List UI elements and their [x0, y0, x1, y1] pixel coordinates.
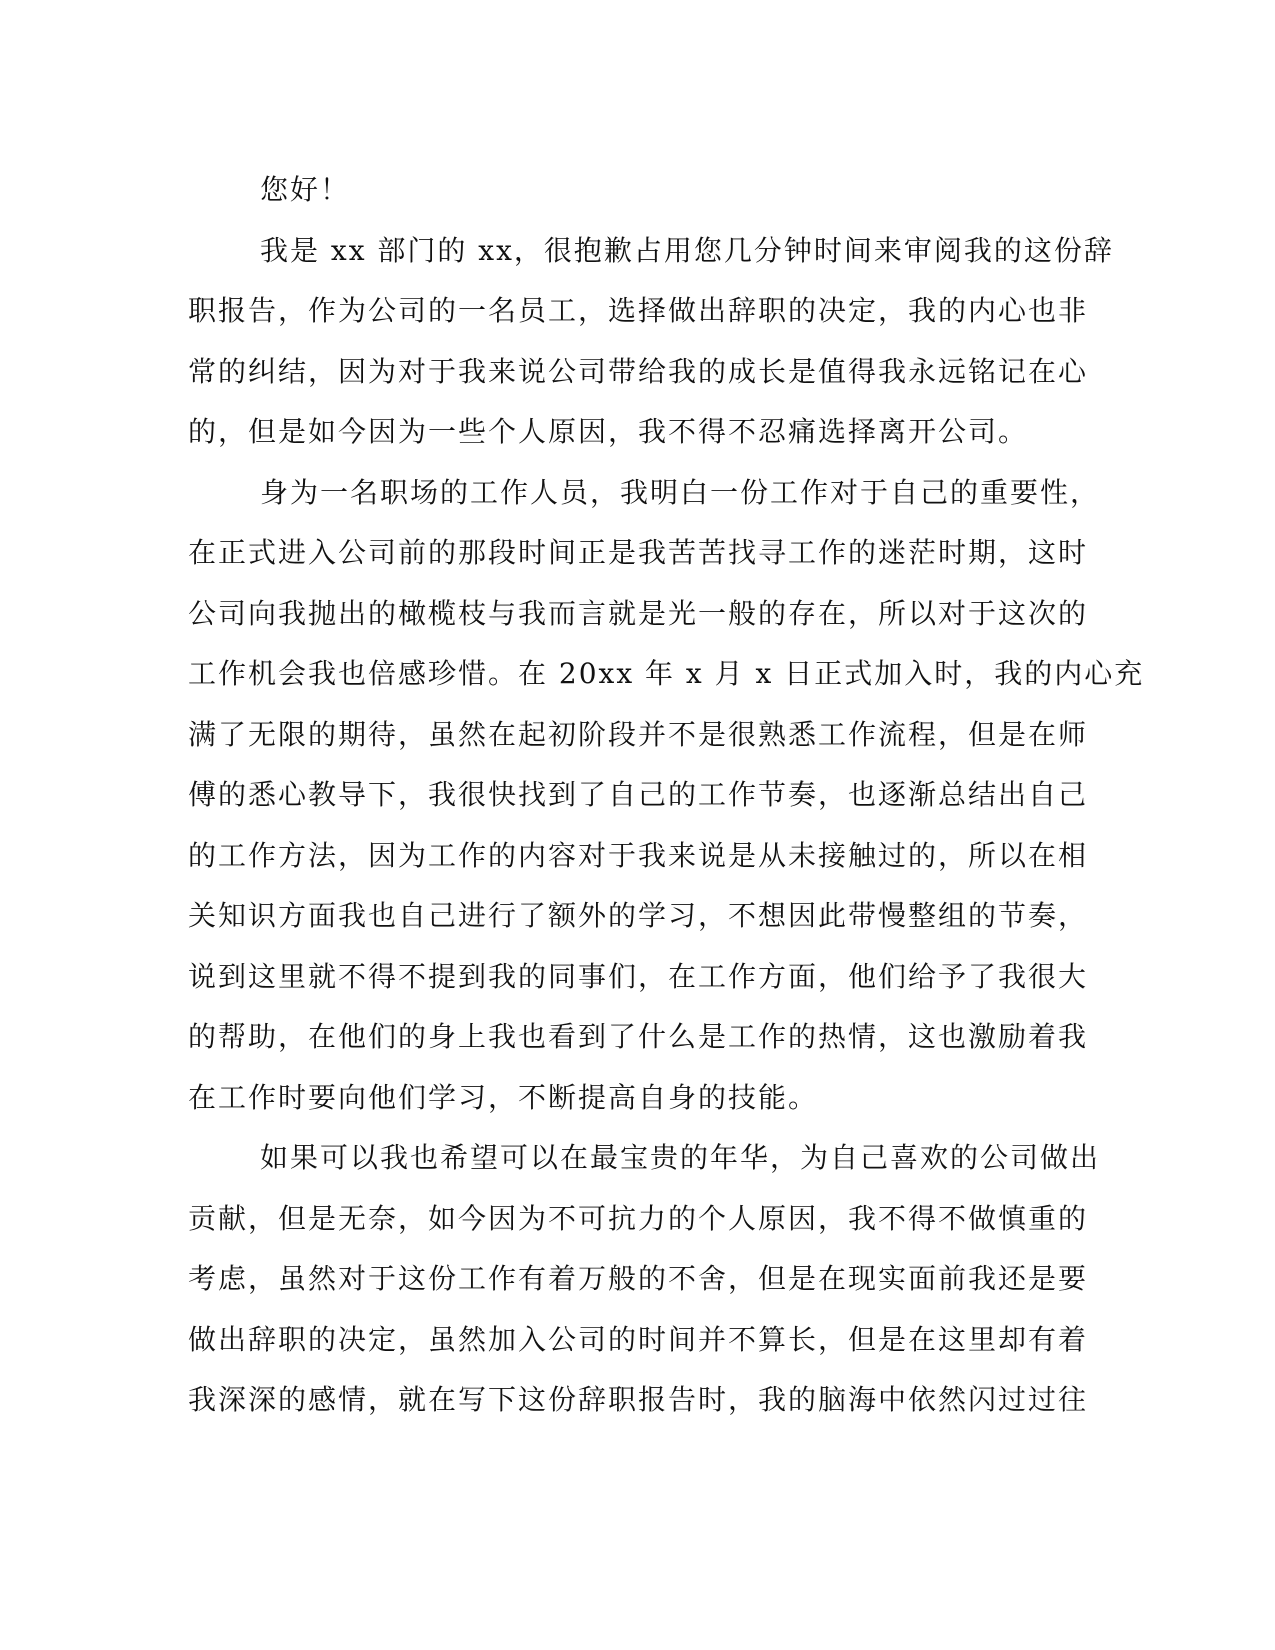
- paragraph-line: 考虑，虽然对于这份工作有着万般的不舍，但是在现实面前我还是要: [188, 1262, 1089, 1295]
- paragraph-line: 关知识方面我也自己进行了额外的学习，不想因此带慢整组的节奏，: [188, 899, 1089, 932]
- paragraph-line: 满了无限的期待，虽然在起初阶段并不是很熟悉工作流程，但是在师: [188, 717, 1089, 751]
- paragraph-line: 在工作时要向他们学习，不断提高自身的技能。: [188, 1080, 819, 1114]
- paragraph-3: [188, 1128, 1101, 1431]
- paragraph-line: 说到这里就不得不提到我的同事们，在工作方面，他们给予了我很大: [188, 959, 1089, 993]
- paragraph-line: 贡献，但是无奈，如今因为不可抗力的个人原因，我不得不做慎重的: [188, 1201, 1089, 1235]
- letter-body: [188, 160, 1145, 1431]
- paragraph-line: 做出辞职的决定，虽然加入公司的时间并不算长，但是在这里却有着: [188, 1322, 1089, 1356]
- paragraph-line: 我深深的感情，就在写下这份辞职报告时，我的脑海中依然闪过过往: [188, 1383, 1089, 1416]
- paragraph-line: 职报告，作为公司的一名员工，选择做出辞职的决定，我的内心也非: [188, 294, 1089, 327]
- paragraph-line: 我是 xx 部门的 xx，很抱歉占用您几分钟时间来审阅我的这份辞: [260, 233, 1114, 267]
- paragraph-line: 在正式进入公司前的那段时间正是我苦苦找寻工作的迷茫时期，这时: [188, 536, 1089, 569]
- paragraph-line: 傅的悉心教导下，我很快找到了自己的工作节奏，也逐渐总结出自己: [188, 778, 1089, 811]
- paragraph-2: [188, 463, 1145, 1129]
- paragraph-1: [188, 221, 1114, 463]
- paragraph-line: 常的纠结，因为对于我来说公司带给我的成长是值得我永远铭记在心: [188, 354, 1089, 388]
- paragraph-line: 工作机会我也倍感珍惜。在 20xx 年 x 月 x 日正式加入时，我的内心充: [188, 657, 1145, 690]
- paragraph-line: 公司向我抛出的橄榄枝与我而言就是光一般的存在，所以对于这次的: [188, 596, 1089, 630]
- paragraph-line: 如果可以我也希望可以在最宝贵的年华，为自己喜欢的公司做出: [260, 1141, 1101, 1174]
- paragraph-line: 的，但是如今因为一些个人原因，我不得不忍痛选择离开公司。: [188, 415, 1029, 448]
- greeting: 您好！: [260, 173, 351, 206]
- paragraph-line: 的帮助，在他们的身上我也看到了什么是工作的热情，这也激励着我: [188, 1020, 1089, 1053]
- paragraph-line: 身为一名职场的工作人员，我明白一份工作对于自己的重要性，: [260, 475, 1101, 509]
- paragraph-line: 的工作方法，因为工作的内容对于我来说是从未接触过的，所以在相: [188, 838, 1089, 872]
